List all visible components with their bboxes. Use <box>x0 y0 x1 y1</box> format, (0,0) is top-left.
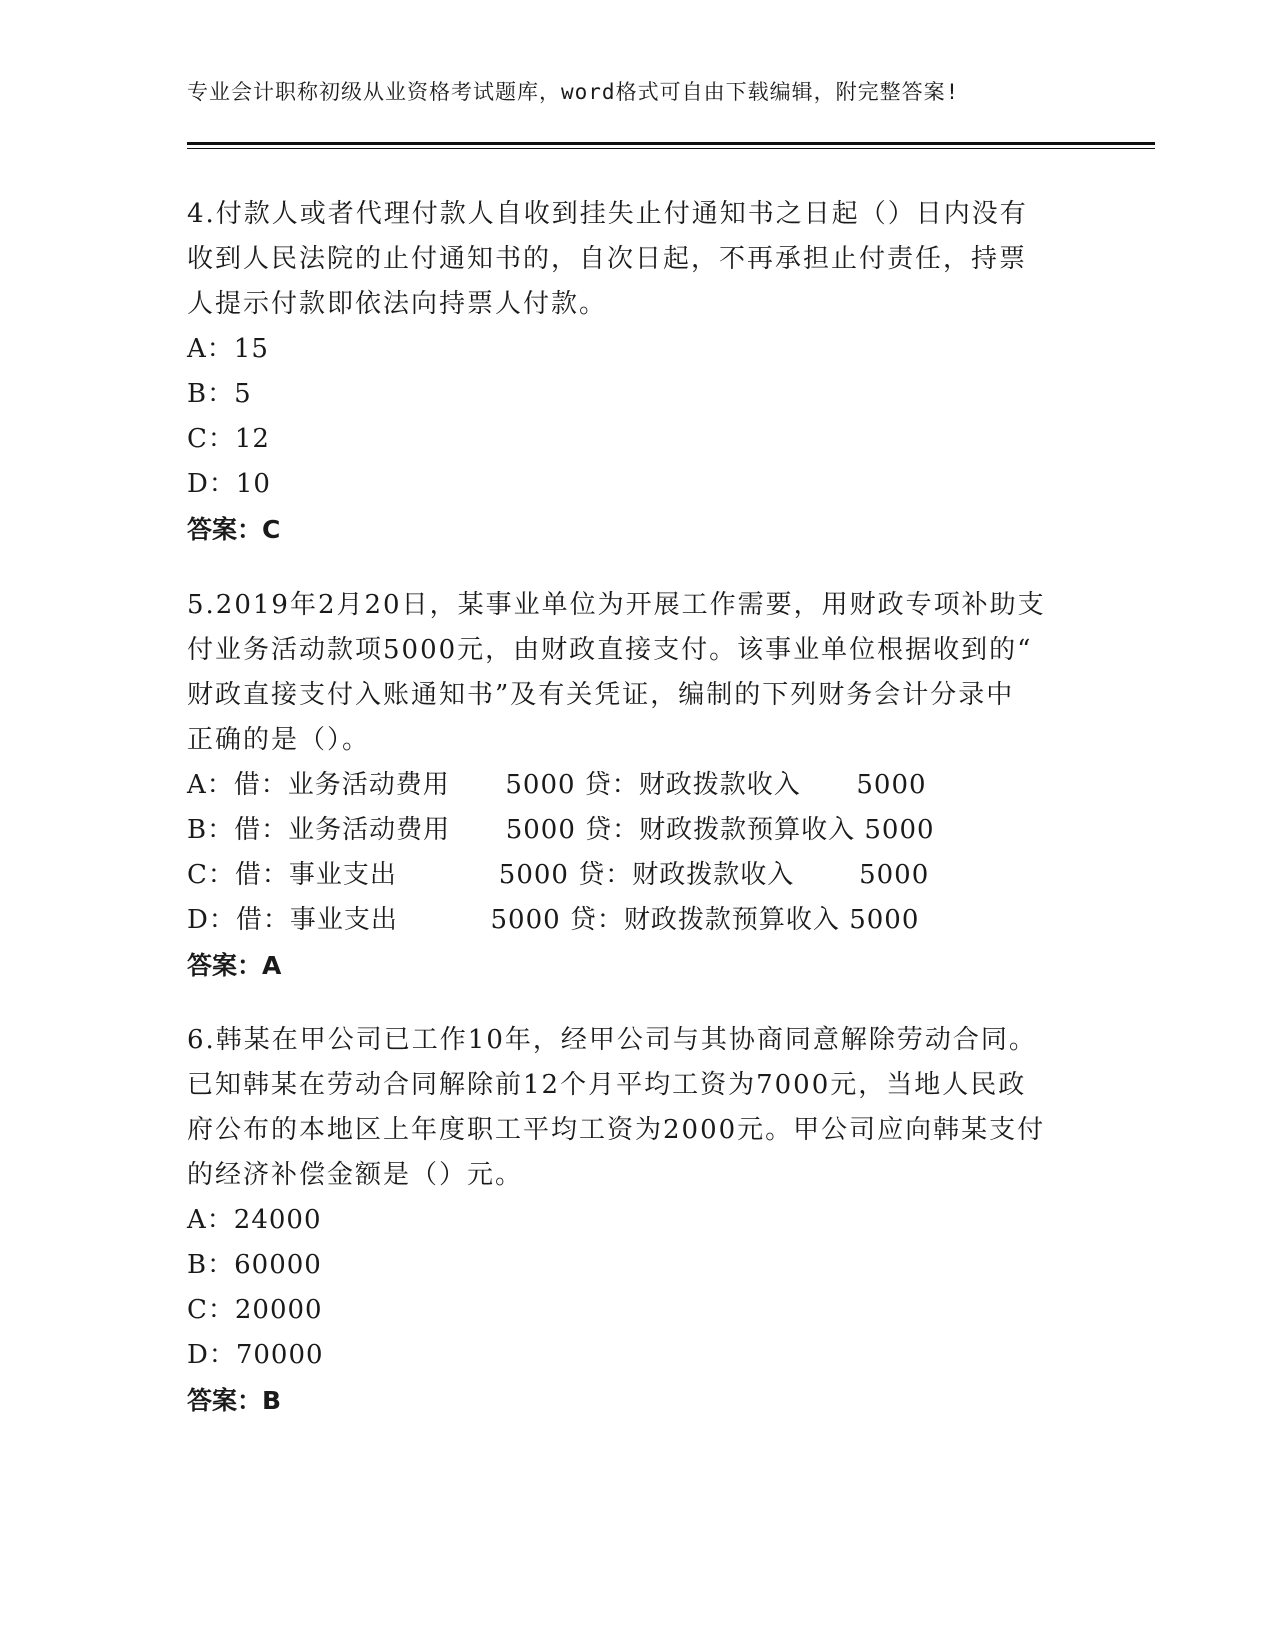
option-a: A：借：业务活动费用 5000 贷：财政拨款收入 5000 <box>187 770 927 800</box>
question-text-line: 5.2019年2月20日，某事业单位为开展工作需要，用财政专项补助支 <box>187 590 1046 620</box>
option-b: B：借：业务活动费用 5000 贷：财政拨款预算收入 5000 <box>187 815 935 845</box>
question-4 <box>187 192 1087 552</box>
question-text-line: 收到人民法院的止付通知书的，自次日起，不再承担止付责任，持票 <box>187 244 1028 274</box>
header-rule-thick <box>187 142 1155 145</box>
question-text-line: 的经济补偿金额是（）元。 <box>187 1160 524 1190</box>
option-c: C：12 <box>187 424 270 454</box>
question-text-line: 4.付款人或者代理付款人自收到挂失止付通知书之日起（）日内没有 <box>187 199 1028 229</box>
question-text-line: 已知韩某在劳动合同解除前12个月平均工资为7000元，当地人民政 <box>187 1070 1027 1100</box>
option-b: B：5 <box>187 379 252 409</box>
question-text-line: 财政直接支付入账通知书”及有关凭证，编制的下列财务会计分录中 <box>187 680 1015 710</box>
question-6 <box>187 1018 1087 1423</box>
option-d: D：借：事业支出 5000 贷：财政拨款预算收入 5000 <box>187 905 920 935</box>
option-a: A：24000 <box>187 1205 322 1235</box>
question-text-line: 正确的是（）。 <box>187 725 371 755</box>
question-5 <box>187 583 1087 988</box>
question-text-line: 人提示付款即依法向持票人付款。 <box>187 289 608 319</box>
question-text-line: 付业务活动款项5000元，由财政直接支付。该事业单位根据收到的“ <box>187 635 1033 665</box>
header-rule-thin <box>187 148 1155 149</box>
answer-text: 答案：C <box>187 515 281 544</box>
option-b: B：60000 <box>187 1250 322 1280</box>
answer-text: 答案：A <box>187 951 282 980</box>
page-header-text: 专业会计职称初级从业资格考试题库，word格式可自由下载编辑，附完整答案! <box>187 80 960 104</box>
option-c: C：20000 <box>187 1295 323 1325</box>
option-a: A：15 <box>187 334 269 364</box>
question-text-line: 6.韩某在甲公司已工作10年，经甲公司与其协商同意解除劳动合同。 <box>187 1025 1037 1055</box>
answer-text: 答案：B <box>187 1386 282 1415</box>
option-c: C：借：事业支出 5000 贷：财政拨款收入 5000 <box>187 860 930 890</box>
question-text-line: 府公布的本地区上年度职工平均工资为2000元。甲公司应向韩某支付 <box>187 1115 1046 1145</box>
option-d: D：10 <box>187 469 271 499</box>
option-d: D：70000 <box>187 1340 324 1370</box>
